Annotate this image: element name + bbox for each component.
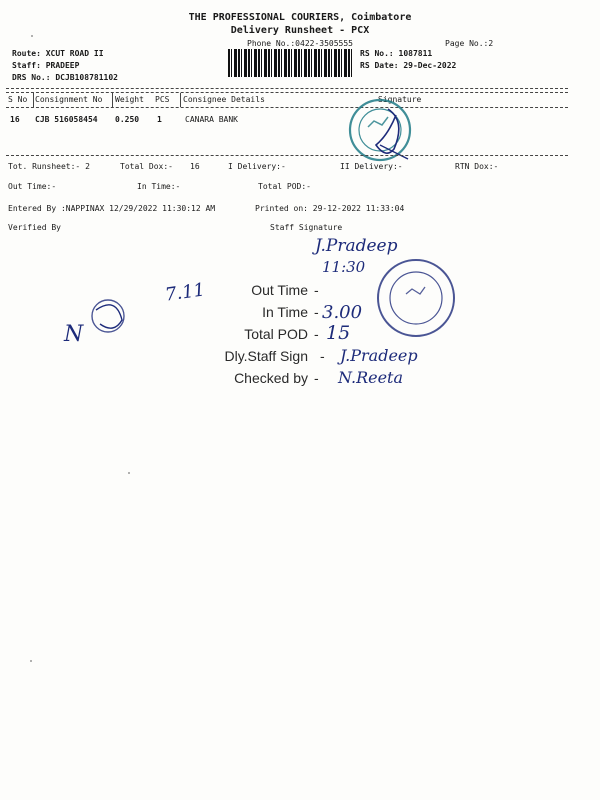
col-header-weight: Weight — [115, 95, 144, 104]
stamp-total-pod-label: Total POD — [244, 326, 308, 342]
col-header-consignment: Consignment No — [35, 95, 103, 104]
ii-delivery: II Delivery:- — [340, 162, 403, 171]
stamp-dash: - — [314, 304, 319, 320]
scan-speck — [30, 660, 32, 662]
col-header-consignee: Consignee Details — [183, 95, 265, 104]
rs-number: RS No.: 1087811 — [360, 49, 433, 58]
stamp-dash: - — [320, 348, 325, 364]
page-number: Page No.:2 — [445, 39, 494, 48]
staff: Staff: PRADEEP — [12, 61, 80, 70]
i-delivery: I Delivery:- — [228, 162, 286, 171]
row-sno: 16 — [10, 115, 20, 124]
row-pcs: 1 — [157, 115, 162, 124]
total-dox-label: Total Dox:- — [120, 162, 173, 171]
handwritten-checked-by: N.Reeta — [338, 368, 404, 387]
document-title: Delivery Runsheet - PCX — [230, 25, 370, 36]
row-consignment: CJB 516058454 — [35, 115, 98, 124]
handwritten-initial: N — [64, 322, 84, 347]
scan-speck — [31, 35, 33, 37]
in-time-field: In Time:- — [137, 182, 181, 191]
printed-on: Printed on: 29-12-2022 11:33:04 — [255, 204, 405, 213]
stamp-dash: - — [314, 326, 319, 342]
route: Route: XCUT ROAD II — [12, 49, 104, 58]
phone-number: Phone No.:0422-3505555 — [247, 39, 353, 48]
col-divider — [112, 93, 113, 107]
company-name: THE PROFESSIONAL COURIERS, Coimbatore — [188, 12, 412, 23]
entered-by: Entered By :NAPPINAX 12/29/2022 11:30:12 AM — [8, 204, 216, 213]
rtn-dox: RTN Dox:- — [455, 162, 499, 171]
handwritten-in-time: 3.00 — [322, 302, 363, 323]
barcode — [228, 49, 354, 77]
stamp-out-time-label: Out Time — [251, 282, 308, 298]
row-bottom-rule — [6, 155, 568, 156]
verified-by: Verified By — [8, 223, 61, 232]
col-divider — [180, 93, 181, 107]
table-top-rule — [6, 88, 568, 89]
total-pod-field: Total POD:- — [258, 182, 311, 191]
total-dox-value: 16 — [190, 162, 200, 171]
stamp-circle-row — [340, 97, 430, 172]
tot-runsheet: Tot. Runsheet:- 2 — [8, 162, 90, 171]
row-weight: 0.250 — [115, 115, 140, 124]
handwritten-top-sign: J.Pradeep — [315, 236, 398, 256]
col-header-pcs: PCS — [155, 95, 170, 104]
handwritten-left-note: 7.11 — [163, 279, 207, 306]
rs-date: RS Date: 29-Dec-2022 — [360, 61, 457, 70]
scan-speck — [128, 472, 130, 474]
staff-signature-label: Staff Signature — [270, 223, 343, 232]
table-top-rule-2 — [6, 92, 568, 93]
col-divider — [33, 93, 34, 107]
stamp-in-time-label: In Time — [262, 304, 308, 320]
stamp-checked-by-label: Checked by — [234, 370, 308, 386]
col-header-sno: S No — [8, 95, 28, 104]
handwritten-out-time: 11:30 — [322, 258, 366, 276]
handwritten-staff-sign: J.Pradeep — [340, 346, 418, 365]
stamp-circle-right — [372, 254, 462, 344]
col-header-signature: Signature — [378, 95, 422, 104]
out-time-field: Out Time:- — [8, 182, 57, 191]
stamp-circle-small — [82, 292, 138, 342]
row-consignee: CANARA BANK — [185, 115, 238, 124]
stamp-dash: - — [314, 370, 319, 386]
drs-number: DRS No.: DCJB108781102 — [12, 73, 118, 82]
table-header-rule — [6, 107, 568, 108]
handwritten-total-pod: 15 — [326, 322, 351, 344]
stamp-staff-sign-label: Dly.Staff Sign — [224, 348, 308, 364]
stamp-dash: - — [314, 282, 319, 298]
